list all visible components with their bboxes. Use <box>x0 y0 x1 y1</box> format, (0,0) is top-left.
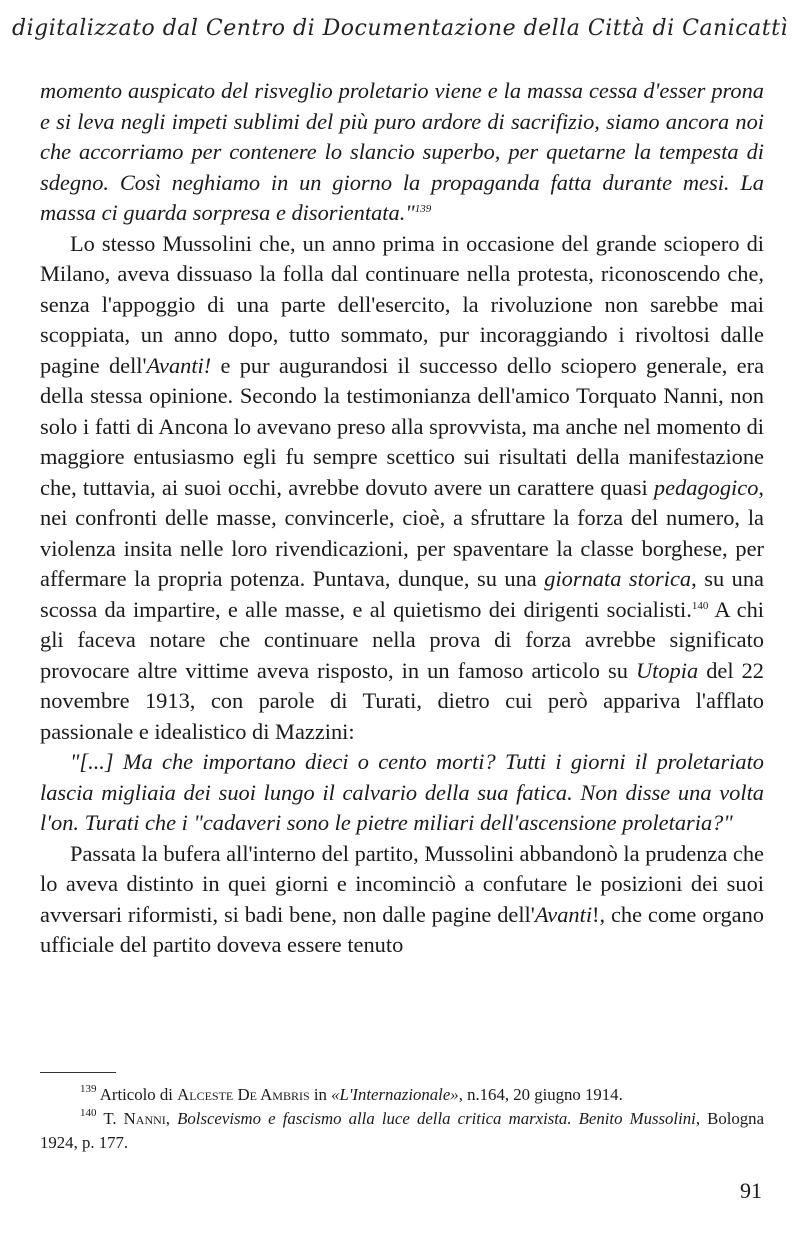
page-number: 91 <box>740 1178 762 1203</box>
text-run: e pur augurandosi il successo dello sciopero generale, era della stessa opinione. Secondo la testimonianza dell'amico Torquato Nanni, non solo i fatti di Ancona lo avevano preso alla sprovvista, ma anche nel momento di maggiore entusiasmo egli fu sempre scettico sui risultati della manifestazione che, tuttavia, ai suoi occhi, avrebbe dovuto avere un carattere quasi <box>40 352 765 500</box>
footnote-number: 140 <box>80 1107 97 1119</box>
text-run: Articolo di <box>96 1085 178 1104</box>
text-run: , nei confronti delle masse, convincerle, cioè, a sfruttare la forza del numero, la violenza insita nelle loro rivendicazioni, per spaventare la classe borghese, per affermare la propria potenza. Puntava, dunque, su una <box>40 474 764 591</box>
avanti-title: Avanti! <box>146 352 212 378</box>
text-run: in <box>309 1085 332 1104</box>
journal-title: «L'Internazionale» <box>331 1085 459 1104</box>
footnotes <box>40 1083 764 1155</box>
text-run: Lo stesso Mussolini che, un anno prima in occasione del grande sciopero di Milano, aveva dissuaso la folla dal continuare nella protesta, riconoscendo che, senza l'appoggio di una parte dell'esercito, la rivoluzione non sarebbe mai scoppiata, un anno dopo, tutto sommato, pur incoraggiando i rivoltosi dalle pagine dell' <box>40 230 764 378</box>
text-run: , su una scossa da impartire, e alle masse, e al quietismo dei dirigenti socialisti. <box>40 566 764 622</box>
quote-paragraph-1 <box>40 76 764 229</box>
quote-text: momento auspicato del risveglio proletario viene e la massa cessa d'esser prona e si leva negli impeti sublimi del più puro ardore di sacrifizio, siamo ancora noi che accorriamo per contenere lo slancio superbo, per quetarne la tempesta di sdegno. Così neghiamo in un giorno la propaganda fatta durante mesi. La massa ci guarda sorpresa e disorientata." <box>40 78 764 225</box>
author-name: Alceste De Ambris <box>177 1085 310 1104</box>
text-run: !, che come organo ufficiale del partito doveva essere tenuto <box>40 901 764 957</box>
digitization-watermark: digitalizzato dal Centro di Documentazione della Città di Canicattì <box>12 16 788 41</box>
avanti-title: Avanti <box>534 901 593 927</box>
footnote-number: 139 <box>80 1083 97 1095</box>
body-paragraph-2 <box>40 839 764 961</box>
pedagogico-term: pedagogico <box>653 474 759 500</box>
text-run: A chi gli faceva notare che continuare nella prova di forza avrebbe significato provocare altre vittime aveva risposto, in un famoso articolo su <box>40 596 765 683</box>
footnote-divider <box>40 1072 116 1073</box>
main-text <box>40 76 764 961</box>
footnote-ref-140[interactable]: 140 <box>691 599 709 612</box>
text-run: , <box>165 1109 178 1128</box>
text-run: del 22 novembre 1913, con parole di Turati, dietro cui però appariva l'afflato passionale e idealistico di Mazzini: <box>40 657 765 744</box>
footnote-ref-139[interactable]: 139 <box>414 203 432 215</box>
footnote-139 <box>40 1083 764 1107</box>
giornata-storica-term: giornata storica <box>544 566 692 591</box>
footnote-140 <box>40 1107 764 1155</box>
text-run: , Bologna 1924, p. 177. <box>40 1109 765 1152</box>
author-name: T. Nanni <box>96 1109 166 1128</box>
utopia-title: Utopia <box>635 657 699 683</box>
text-run: , n.164, 20 giugno 1914. <box>458 1085 623 1104</box>
book-title: Bolscevismo e fascismo alla luce della critica marxista. Benito Mussolini <box>177 1109 696 1128</box>
quote-paragraph-2: "[...] Ma che importano dieci o cento morti? Tutti i giorni il proletariato lascia migliaia dei suoi lungo il calvario della sua fatica. Non disse una volta l'on. Turati che i "cadaveri sono le pietre miliari dell'ascensione proletaria?" <box>40 749 764 835</box>
text-run: Passata la bufera all'interno del partito, Mussolini abbandonò la prudenza che lo aveva distinto in quei giorni e incominciò a confutare le posizioni dei suoi avversari riformisti, si badi bene, non dalle pagine dell' <box>40 840 764 927</box>
body-paragraph-1 <box>40 229 764 748</box>
